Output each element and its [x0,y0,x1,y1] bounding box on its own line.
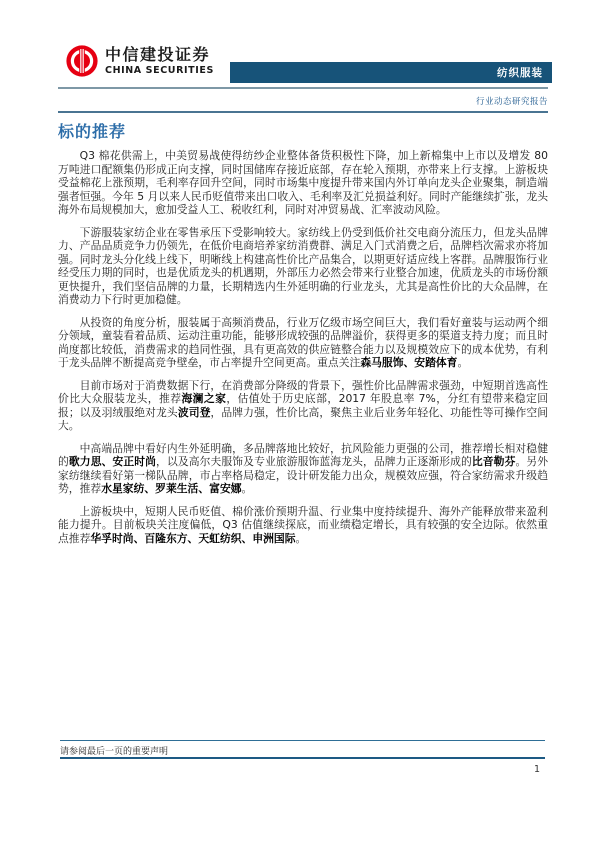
paragraph-text: 。 [295,531,307,545]
paragraph-text: 下游服装家纺企业在零售承压下受影响较大。家纺线上仍受到低价社交电商分流压力，但龙头品牌力、产品品质竞争力仍领先，在低价电商培养家纺消费群、满足入门式消费之后，品牌档次需求亦将加强。同时龙头分化线上线下，明晰线上构建高性价比产品集合，以期更好适应线上客群。品牌服饰行业经受压力期的同时，也是优质龙头的机遇期，外部压力必然会带来行业整合加速，优质龙头的市场份额更快提升，我们坚信品牌的力量，长期精选内生外延明确的行业龙头，尤其是高性价比的大众品牌，在消费动力下行时更加稳健。 [58,225,548,306]
section-title: 标的推荐 [58,122,127,141]
stock-name: 海澜之家 [181,392,227,405]
footer-divider-bottom [60,757,545,759]
paragraph-text: ，估值处于历史底部，2017 年股息率 7%，分红有望带来稳定回报；以及羽绒服绝对龙头 [58,392,549,419]
paragraph-text: 。另外家纺继续看好第一梯队品牌，市占率格局稳定，设计研发能力出众，规模效应强，符合家纺需求升级趋势，推荐 [58,455,549,495]
stock-name: 波司登 [177,405,211,419]
company-name-en: CHINA SECURITIES [105,64,214,76]
paragraph [58,379,548,433]
paragraph-text: 中高端品牌中看好内生外延明确，多品牌落地比较好，抗风险能力更强的公司，推荐增长相对稳健的 [58,441,548,468]
paragraph-text: Q3 棉花供需上，中美贸易战使得纺纱企业整体备货积极性下降，加上新棉集中上市以及增发 80 万吨进口配额集仍形成正向支撑，同时国储库存接近底部，存在轮入预期，亦带来上行支撑。上游板块受益棉花上涨预期，毛利率存回升空间，同时市场集中度提升带来国内外订单向龙头企业聚集，制造端强者恒强。今年 5 月以来人民币贬值带来出口收入、毛利率及汇兑损益利好。同时产能继续扩张，龙头海外布局规模加大，愈加受益人工、税收红利，同时对冲贸易战、汇率波动风险。 [58,149,548,216]
stock-name: 歌力思、安正时尚 [68,455,157,468]
paragraph-text: 。 [241,482,253,495]
company-logo [66,45,214,77]
report-type-label: 行业动态研究报告 [475,97,548,107]
page-number: 1 [533,764,540,775]
industry-category-label: 纺织服装 [497,67,543,79]
footer-divider-top [60,740,545,741]
paragraph [58,505,548,546]
paragraph [58,226,548,307]
stock-name: 森马服饰、安踏体育 [360,356,458,369]
citic-logo-icon [66,45,98,77]
paragraph [58,442,548,496]
stock-name: 华孚时尚、百隆东方、天虹纺织、申洲国际 [90,531,296,545]
footer-disclaimer: 请参阅最后一页的重要声明 [60,747,169,757]
paragraph-text: 上游板块中，短期人民币贬值、棉价涨价预期升温、行业集中度持续提升、海外产能释放带来盈利能力提升。目前板块关注度偏低，Q3 估值继续探底，而业绩稳定增长，具有较强的安全边际。依然重点推荐 [58,504,548,545]
paragraph-text: 。 [457,356,469,369]
paragraph-text: 目前市场对于消费数据下行，在消费部分降级的背景下，强性价比品牌需求强劲，中短期首选高性价比大众服装龙头，推荐 [58,378,548,405]
header-divider-bottom [58,111,548,113]
company-name-cn: 中信建投证券 [105,44,211,64]
header-divider-top [58,87,548,89]
paragraph-text: ，品牌力强，性价比高，聚焦主业后业务年轻化、功能性等可操作空间大。 [58,405,549,432]
stock-name: 水星家纺、罗莱生活、富安娜 [101,482,242,495]
industry-category-banner [230,62,552,83]
stock-name: 比音勒芬 [471,455,516,468]
paragraph-text: ，以及高尔夫服饰及专业旅游服饰蓝海龙头，品牌力正逐渐形成的 [156,455,472,468]
paragraph-text: 从投资的角度分析，服装属于高频消费品，行业万亿级市场空间巨大，我们看好童装与运动两个细分领域，童装看着品质、运动注重功能，能够形成较强的品牌溢价，获得更多的渠道支持力度；而且时尚度都比较低，消费需求的趋同性强，具有更高效的供应链整合能力以及规模效应下的成本优势，有利于龙头品牌不断提高竞争壁垒，市占率提升空间更高。重点关注 [58,315,548,369]
company-name [105,44,214,76]
body-paragraphs [58,149,548,554]
paragraph [58,316,548,370]
paragraph [58,149,548,217]
